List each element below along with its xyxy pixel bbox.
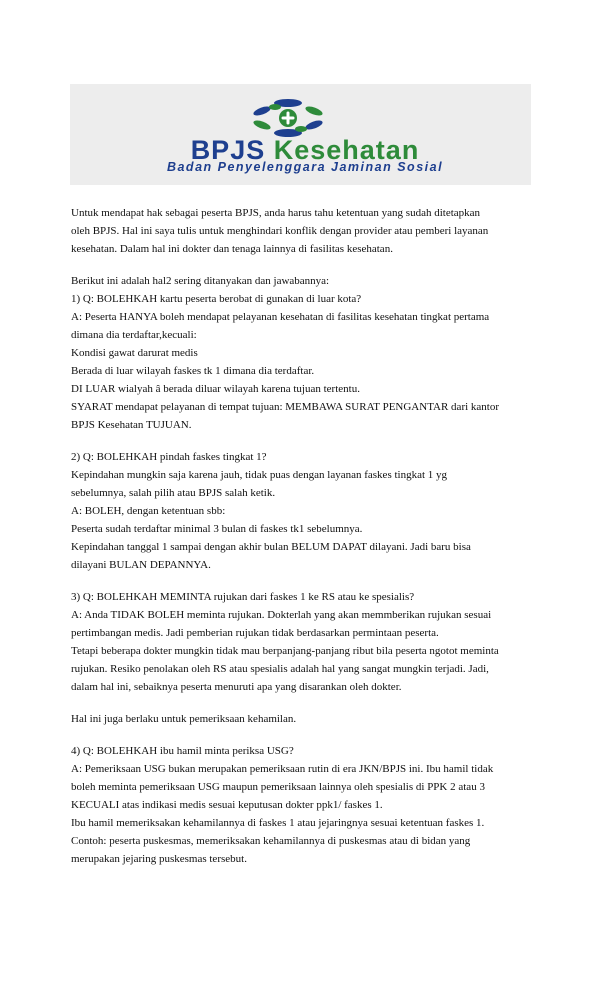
text-line: dalam hal ini, sebaiknya peserta menuruti apa yang disarankan oleh dokter. xyxy=(71,681,402,693)
text-line: 1) Q: BOLEHKAH kartu peserta berobat di gunakan di luar kota? xyxy=(71,293,362,305)
paragraph xyxy=(71,204,533,258)
text-line: Berikut ini adalah hal2 sering ditanyakan dan jawabannya: xyxy=(71,275,330,287)
paragraph-gap xyxy=(71,258,533,272)
text-line: kesehatan. Dalam hal ini dokter dan tenaga lainnya di fasilitas kesehatan. xyxy=(71,243,393,255)
text-line: A: Anda TIDAK BOLEH meminta rujukan. Dokterlah yang akan memmberikan rujukan sesuai xyxy=(71,609,492,621)
text-line: Kepindahan mungkin saja karena jauh, tidak puas dengan layanan faskes tingkat 1 yg xyxy=(71,469,448,481)
logo-subtitle: Badan Penyelenggara Jaminan Sosial xyxy=(166,160,444,174)
paragraph-gap xyxy=(71,728,533,742)
paragraph xyxy=(71,272,533,434)
text-line: Untuk mendapat hak sebagai peserta BPJS, anda harus tahu ketentuan yang sudah ditetapkan xyxy=(71,207,481,219)
text-line: merupakan jejaring puskesmas tersebut. xyxy=(71,853,247,865)
paragraph-gap xyxy=(71,574,533,588)
text-line: 4) Q: BOLEHKAH ibu hamil minta periksa USG? xyxy=(71,745,294,757)
paragraph xyxy=(71,742,533,868)
logo-title-bpjs: BPJS xyxy=(190,135,266,165)
text-line: sebelumnya, salah pilih atau BPJS salah ketik. xyxy=(71,487,276,499)
text-line: Ibu hamil memeriksakan kehamilannya di faskes 1 atau jejaringnya sesuai ketentuan faskes 1. xyxy=(71,817,485,829)
text-line: A: Pemeriksaan USG bukan merupakan pemeriksaan rutin di era JKN/BPJS ini. Ibu hamil tidak xyxy=(71,763,494,775)
paragraph xyxy=(71,588,533,696)
text-line: pertimbangan medis. Jadi pemberian rujukan tidak berdasarkan permintaan peserta. xyxy=(71,627,439,639)
text-line: SYARAT mendapat pelayanan di tempat tujuan: MEMBAWA SURAT PENGANTAR dari kantor xyxy=(71,401,500,413)
text-line: dimana dia terdaftar,kecuali: xyxy=(71,329,197,341)
text-line: A: BOLEH, dengan ketentuan sbb: xyxy=(71,505,226,517)
text-line: BPJS Kesehatan TUJUAN. xyxy=(71,419,192,431)
text-line: boleh meminta pemeriksaan USG maupun pemeriksaan lainnya oleh spesialis di PPK 2 atau 3 xyxy=(71,781,485,793)
bpjs-logo-icon xyxy=(252,98,324,138)
text-line: Berada di luar wilayah faskes tk 1 dimana dia terdaftar. xyxy=(71,365,315,377)
text-line: Tetapi beberapa dokter mungkin tidak mau berpanjang-panjang ribut bila peserta ngotot meminta xyxy=(71,645,499,657)
text-line: A: Peserta HANYA boleh mendapat pelayanan kesehatan di fasilitas kesehatan tingkat pertama xyxy=(71,311,490,323)
paragraph-gap xyxy=(71,696,533,710)
text-line: KECUALI atas indikasi medis sesuai keputusan dokter ppk1/ faskes 1. xyxy=(71,799,383,811)
text-line: DI LUAR wialyah â berada diluar wilayah karena tujuan tertentu. xyxy=(71,383,360,395)
text-line: Contoh: peserta puskesmas, memeriksakan kehamilannya di puskesmas atau di bidan yang xyxy=(71,835,471,847)
paragraph-gap xyxy=(71,434,533,448)
paragraph xyxy=(71,448,533,574)
text-line: Kepindahan tanggal 1 sampai dengan akhir bulan BELUM DAPAT dilayani. Jadi baru bisa xyxy=(71,541,471,553)
text-line: dilayani BULAN DEPANNYA. xyxy=(71,559,211,571)
article-body xyxy=(71,204,533,868)
text-line: 3) Q: BOLEHKAH MEMINTA rujukan dari faskes 1 ke RS atau ke spesialis? xyxy=(71,591,415,603)
text-line: Hal ini juga berlaku untuk pemeriksaan kehamilan. xyxy=(71,713,297,725)
text-line: Peserta sudah terdaftar minimal 3 bulan di faskes tk1 sebelumnya. xyxy=(71,523,363,535)
logo-title-kesehatan: Kesehatan xyxy=(273,135,420,165)
text-line: oleh BPJS. Hal ini saya tulis untuk menghindari konflik dengan provider atau pemberi layanan xyxy=(71,225,489,237)
text-line: Kondisi gawat darurat medis xyxy=(71,347,198,359)
text-line: rujukan. Resiko penolakan oleh RS atau spesialis adalah hal yang sangat mungkin terjadi. Jadi, xyxy=(71,663,489,675)
text-line: 2) Q: BOLEHKAH pindah faskes tingkat 1? xyxy=(71,451,267,463)
paragraph xyxy=(71,710,533,728)
